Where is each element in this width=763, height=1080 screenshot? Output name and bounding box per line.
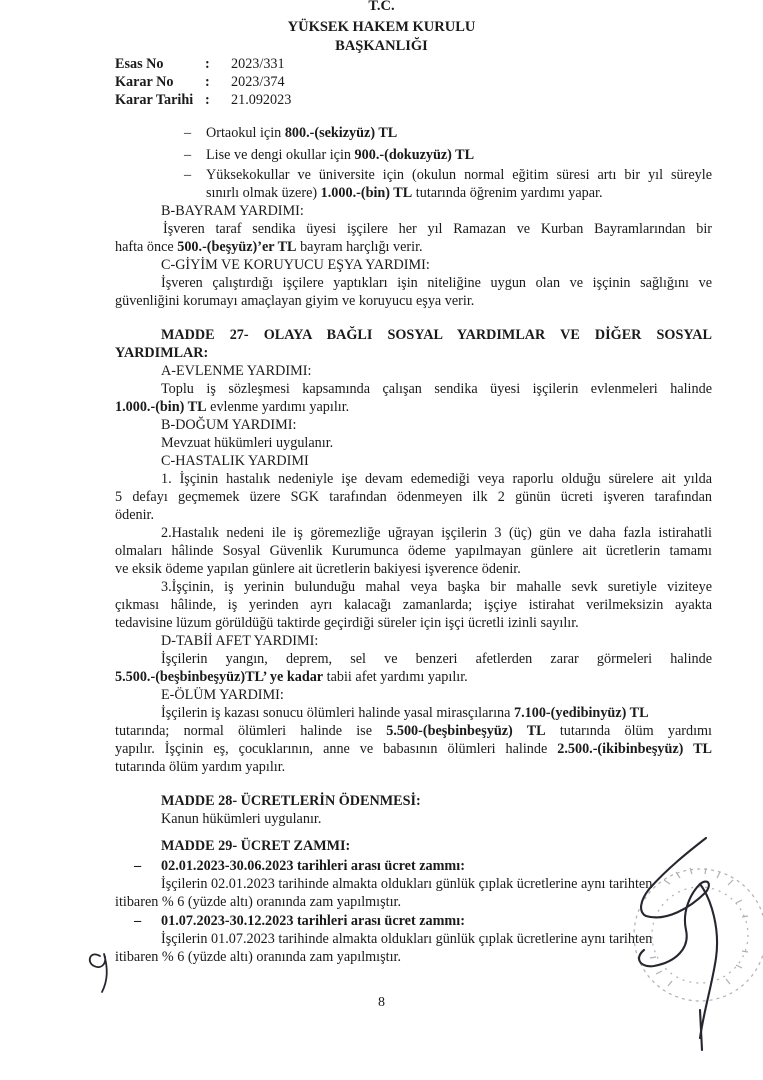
dash-bullet: – [134, 913, 142, 929]
official-stamp [634, 868, 763, 1001]
evlenme-line1: Toplu iş sözleşmesi kapsamında çalışan sendika üyesi işçilerin evlenmeleri halinde [161, 381, 712, 397]
section-title-afet: D-TABİİ AFET YARDIMI: [161, 633, 319, 649]
zam-period-1-line2: itibaren % 6 (yüzde altı) oranında zam yapılmıştır. [115, 894, 402, 910]
hastalik-2-line3: ve eksik ödeme yapılan günlere ait ücretlerin bakiyesi işverence ödenir. [115, 561, 521, 577]
edu-ortaokul: Ortaokul için 800.-(sekizyüz) TL [206, 125, 398, 141]
hastalik-3-line3: tedavisine lüzum görüldüğü taktirde geçirdiği süreler için işçi ücretli izinli sayılır. [115, 615, 579, 631]
section-title-bayram: B-BAYRAM YARDIMI: [161, 203, 304, 219]
meta-esas-no: Esas No : 2023/331 [115, 56, 285, 72]
giyim-line2: güvenliğini korumayı amaçlayan giyim ve koruyucu eşya verir. [115, 293, 475, 309]
zam-period-1-line1: İşçilerin 02.01.2023 tarihinde almakta oldukları günlük çıplak ücretlerine aynı tarihten [161, 876, 653, 892]
madde-27-title-cont: YARDIMLAR: [115, 345, 209, 361]
olum-line1: İşçilerin iş kazası sonucu ölümleri halinde yasal mirasçılarına 7.100-(yedibinyüz) TL [161, 705, 649, 721]
edu-lise: Lise ve dengi okullar için 900.-(dokuzyüz) TL [206, 147, 475, 163]
edu-universite-line2: sınırlı olmak üzere) 1.000.-(bin) TL tutarında öğrenim yardımı yapar. [206, 185, 603, 201]
olum-line3: yapılır. İşçinin eş, çocuklarının, anne ve babasının ölümleri halinde 2.500.-(ikibinbeşyüz) TL [115, 741, 712, 757]
olum-line2: tutarında; normal ölümleri halinde ise 5.500-(beşbinbeşyüz) TL tutarında ölüm yardımı [115, 723, 712, 739]
dash-bullet: – [184, 147, 192, 163]
section-title-giyim: C-GİYİM VE KORUYUCU EŞYA YARDIMI: [161, 257, 430, 273]
afet-line2: 5.500.-(beşbinbeşyüz)TL’ ye kadar tabii afet yardımı yapılır. [115, 669, 468, 685]
dash-bullet: – [184, 125, 192, 141]
header-tc: T.C. [368, 0, 395, 14]
zam-period-1-title: 02.01.2023-30.06.2023 tarihleri arası ücret zammı: [161, 858, 465, 874]
hastalik-1-line1: 1. İşçinin hastalık nedeniyle işe devam edemediği veya raporlu olduğu sürelere ait yılda [161, 471, 712, 487]
meta-karar-no: Karar No : 2023/374 [115, 74, 285, 90]
bayram-line2: hafta önce 500.-(beşyüz)’er TL bayram harçlığı verir. [115, 239, 423, 255]
page-number: 8 [378, 995, 385, 1010]
edu-universite-line1: Yüksekokullar ve üniversite için (okulun normal eğitim süresi artı bir yıl süreyle [206, 167, 712, 183]
afet-line1: İşçilerin yangın, deprem, sel ve benzeri afetlerden zarar görmeleri halinde [161, 651, 712, 667]
hastalik-3-line1: 3.İşçinin, iş yerinin bulunduğu mahal veya başka bir mahalle sevk suretiyle viziteye [161, 579, 712, 595]
dash-bullet: – [134, 858, 142, 874]
bayram-line1: İşveren taraf sendika üyesi işçilere her yıl Ramazan ve Kurban Bayramlarından bir [163, 221, 712, 237]
madde-28-line1: Kanun hükümleri uygulanır. [161, 811, 322, 827]
giyim-line1: İşveren çalıştırdığı işçilere yaptıkları işin niteliğine uygun olan ve işçinin sağlığını ve [161, 275, 712, 291]
hastalik-1-line3: ödenir. [115, 507, 155, 523]
handwritten-initial [90, 954, 107, 992]
olum-line4: tutarında ölüm yardım yapılır. [115, 759, 286, 775]
madde-29-title: MADDE 29- ÜCRET ZAMMI: [161, 838, 351, 854]
evlenme-line2: 1.000.-(bin) TL evlenme yardımı yapılır. [115, 399, 350, 415]
hastalik-2-line2: olmaları hâlinde Sosyal Güvenlik Kurumunca ödeme yapılmayan günlere ait ücretlerin tamamı [115, 543, 712, 559]
hastalik-1-line2: 5 defayı geçmemek üzere SGK tarafından ödenmeyen ilk 2 günün ücreti işveren tarafından [115, 489, 712, 505]
madde-27-title: MADDE 27- OLAYA BAĞLI SOSYAL YARDIMLAR VE DİĞER SOSYAL [161, 327, 712, 343]
madde-28-title: MADDE 28- ÜCRETLERİN ÖDENMESİ: [161, 793, 421, 809]
section-title-dogum: B-DOĞUM YARDIMI: [161, 417, 297, 433]
header-dept: BAŞKANLIĞI [335, 38, 428, 54]
zam-period-2-line1: İşçilerin 01.07.2023 tarihinde almakta oldukları günlük çıplak ücretlerine aynı tarihten [161, 931, 653, 947]
zam-period-2-line2: itibaren % 6 (yüzde altı) oranında zam yapılmıştır. [115, 949, 402, 965]
hastalik-2-line1: 2.Hastalık nedeni ile iş göremezliğe uğrayan işçilerin 3 (üç) gün ve daha fazla istirahatli [161, 525, 712, 541]
meta-karar-tarihi: Karar Tarihi : 21.092023 [115, 92, 292, 108]
section-title-hastalik: C-HASTALIK YARDIMI [161, 453, 309, 469]
section-title-evlenme: A-EVLENME YARDIMI: [161, 363, 312, 379]
header-org: YÜKSEK HAKEM KURULU [287, 19, 476, 35]
dash-bullet: – [184, 167, 192, 183]
hastalik-3-line2: çıkması hâlinde, iş yerinden ayrı kalacağı zamanlarda; işçiye istirahat verilmeksizin ayakta [115, 597, 712, 613]
section-title-olum: E-ÖLÜM YARDIMI: [161, 687, 284, 703]
dogum-line1: Mevzuat hükümleri uygulanır. [161, 435, 334, 451]
zam-period-2-title: 01.07.2023-30.12.2023 tarihleri arası ücret zammı: [161, 913, 465, 929]
